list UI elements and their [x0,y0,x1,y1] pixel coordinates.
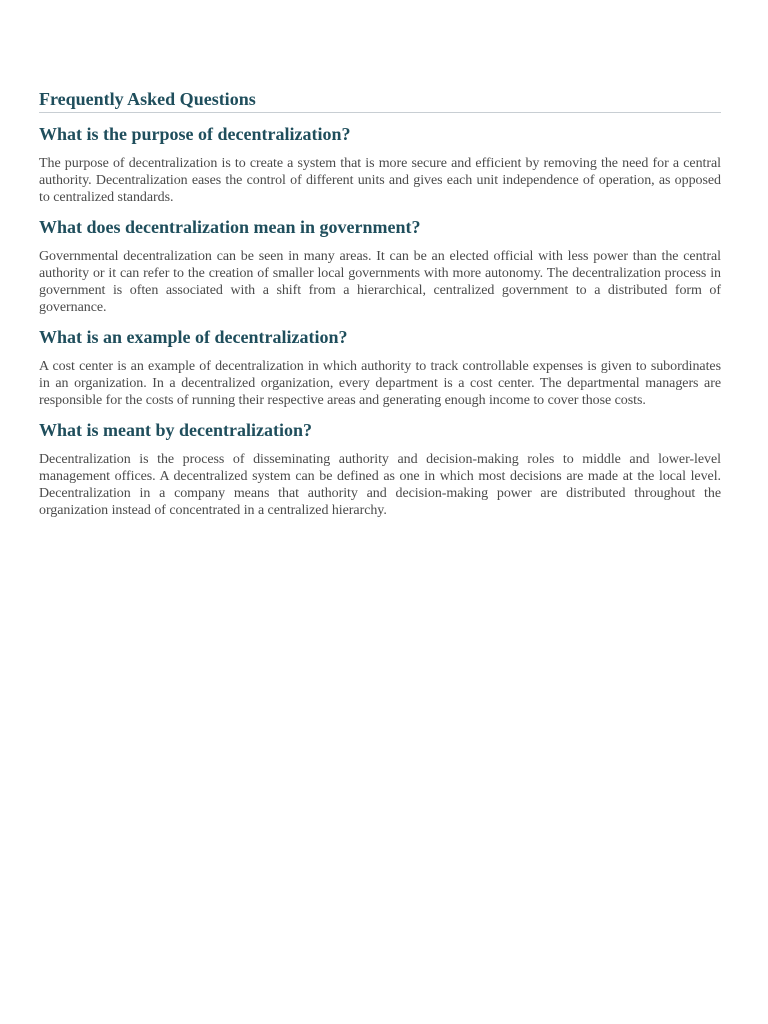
faq-question: What is an example of decentralization? [39,327,348,347]
faq-answer: A cost center is an example of decentralization in which authority to track controllable expenses is given to subordinates in an organization. In a decentralized organization, every department is a cost center. The departmental managers are responsible for the costs of running their respective areas and generating enough income to cover those costs. [39,359,721,408]
faq-title: Frequently Asked Questions [39,88,721,113]
faq-question: What is the purpose of decentralization? [39,124,351,144]
faq-question: What does decentralization mean in government? [39,217,421,237]
faq-item [39,419,721,519]
faq-question: What is meant by decentralization? [39,420,312,440]
faq-section [39,88,721,519]
faq-item [39,123,721,206]
faq-answer: The purpose of decentralization is to create a system that is more secure and efficient by removing the need for a central authority. Decentralization eases the control of different units and gives each unit independence of operation, as opposed to centralized standards. [39,156,721,205]
faq-item [39,326,721,409]
faq-answer: Governmental decentralization can be seen in many areas. It can be an elected official with less power than the central authority or it can refer to the creation of smaller local governments with more autonomy. The decentralization process in government is often associated with a shift from a hierarchical, centralized government to a distributed form of governance. [39,249,721,315]
faq-answer: Decentralization is the process of disseminating authority and decision-making roles to middle and lower-level management offices. A decentralized system can be defined as one in which most decisions are made at the local level. Decentralization in a company means that authority and decision-making power are distributed throughout the organization instead of concentrated in a centralized hierarchy. [39,452,721,518]
faq-item [39,216,721,316]
